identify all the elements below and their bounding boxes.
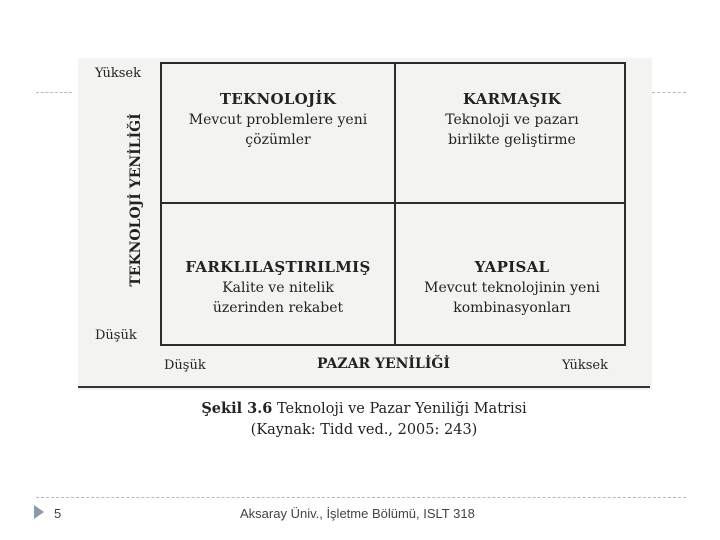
y-axis-title: TEKNOLOJİ YENİLİĞİ <box>128 113 144 287</box>
quadrant-complex <box>396 90 628 228</box>
x-axis-title: PAZAR YENİLİĞİ <box>317 356 450 372</box>
caption-rule <box>78 386 650 388</box>
figure-title: Teknoloji ve Pazar Yeniliği Matrisi <box>276 401 527 417</box>
quadrant-technological <box>162 90 394 228</box>
x-axis-low-label: Düşük <box>164 358 206 373</box>
quadrant-title: YAPISAL <box>474 258 550 276</box>
quadrant-differentiated <box>162 258 394 396</box>
footer-text: Aksaray Üniv., İşletme Bölümü, ISLT 318 <box>240 506 475 521</box>
quadrant-title: TEKNOLOJİK <box>219 90 337 108</box>
bullet-arrow-icon <box>34 505 44 519</box>
quadrant-title: FARKLILAŞTIRILMIŞ <box>185 258 371 276</box>
figure-caption <box>78 398 650 441</box>
quadrant-description: Mevcut problemlere yeni çözümler <box>188 112 368 148</box>
top-left-divider <box>36 92 72 93</box>
quadrant-title: KARMAŞIK <box>462 90 562 108</box>
x-axis-high-label: Yüksek <box>562 358 608 373</box>
figure-label: Şekil 3.6 <box>201 400 273 417</box>
figure-source: (Kaynak: Tidd ved., 2005: 243) <box>250 422 478 438</box>
y-axis-high-label: Yüksek <box>95 66 141 81</box>
quadrant-description: Kalite ve nitelik üzerinden rekabet <box>212 280 344 316</box>
quadrant-structural <box>396 258 628 396</box>
top-right-divider <box>652 92 686 93</box>
quadrant-description: Mevcut teknolojinin yeni kombinasyonları <box>424 280 600 316</box>
quadrant-description: Teknoloji ve pazarı birlikte geliştirme <box>445 112 579 148</box>
innovation-matrix <box>160 62 626 346</box>
footer-divider <box>36 497 686 498</box>
page-number: 5 <box>54 506 62 521</box>
y-axis-low-label: Düşük <box>95 328 137 343</box>
